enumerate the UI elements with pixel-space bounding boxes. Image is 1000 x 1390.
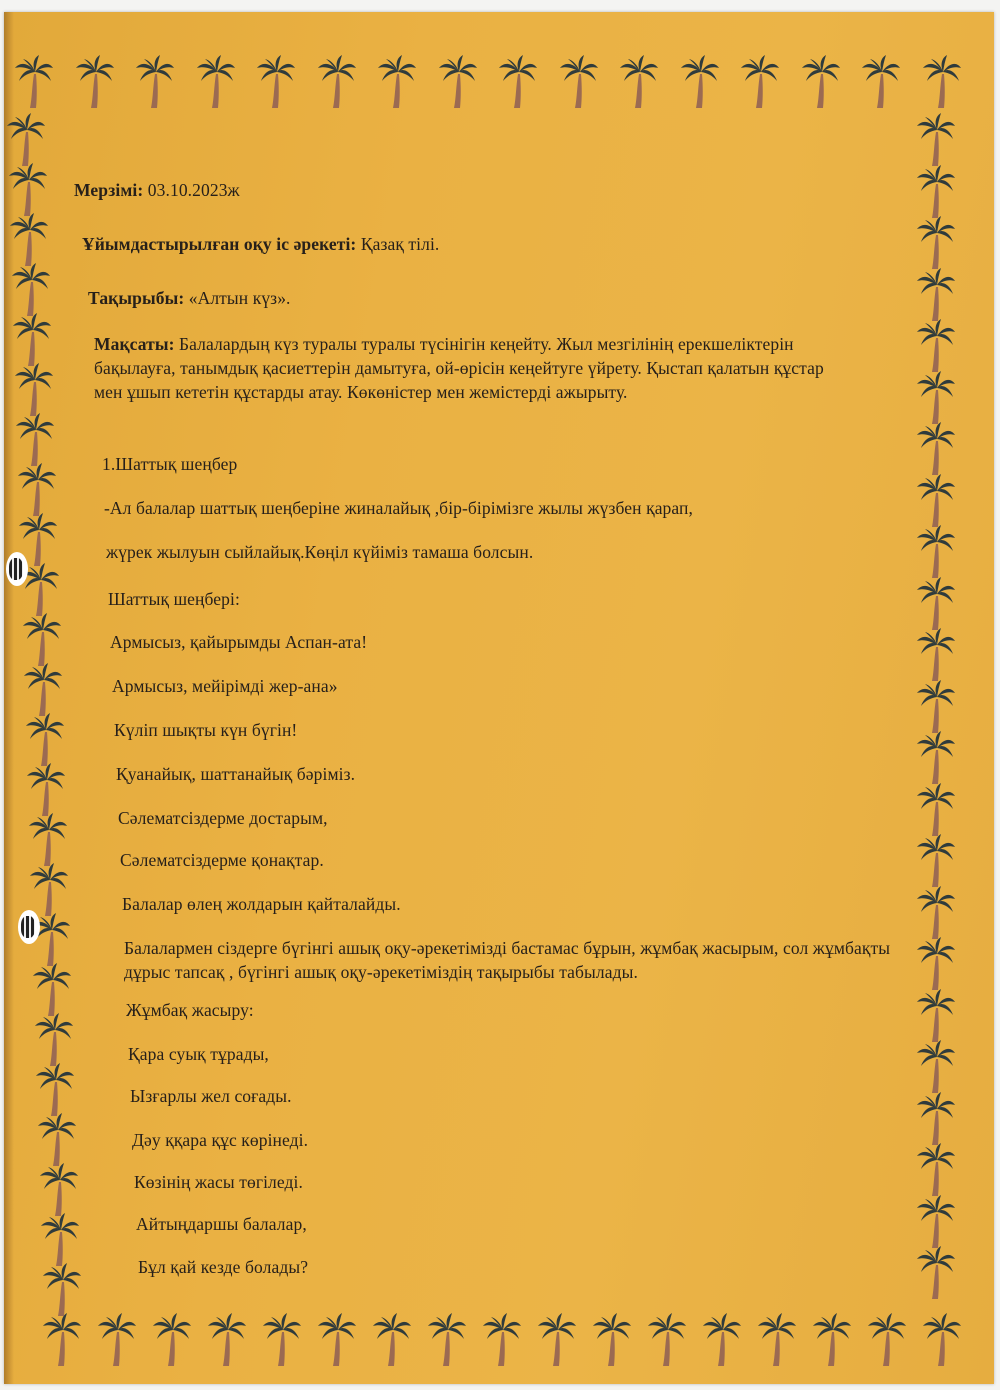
- palm-tree-icon: [801, 54, 841, 110]
- activity-label: Ұйымдастырылған оқу іс әрекеті:: [82, 234, 357, 254]
- palm-tree-icon: [916, 833, 956, 889]
- palm-tree-icon: [916, 267, 956, 323]
- palm-tree-icon: [498, 54, 538, 110]
- palm-tree-icon: [861, 54, 901, 110]
- palm-tree-icon: [42, 1312, 82, 1368]
- palm-tree-icon: [922, 1312, 962, 1368]
- palm-tree-icon: [916, 679, 956, 735]
- activity-line: [82, 234, 439, 255]
- palm-tree-icon: [482, 1312, 522, 1368]
- palm-tree-icon: [25, 712, 65, 768]
- palm-tree-icon: [757, 1312, 797, 1368]
- palm-tree-icon: [812, 1312, 852, 1368]
- text-line: 1.Шаттық шеңбер: [102, 454, 238, 474]
- palm-tree-icon: [740, 54, 780, 110]
- palm-tree-icon: [372, 1312, 412, 1368]
- palm-tree-icon: [28, 812, 68, 868]
- palm-tree-icon: [22, 612, 62, 668]
- activity-value: Қазақ тілі.: [360, 234, 440, 254]
- palm-tree-icon: [427, 1312, 467, 1368]
- palm-tree-icon: [377, 54, 417, 110]
- topic-value: «Алтын күз».: [188, 288, 291, 308]
- palm-tree-icon: [916, 1039, 956, 1095]
- palm-tree-icon: [867, 1312, 907, 1368]
- riddle-line: Қара суық тұрады,: [128, 1044, 269, 1064]
- punch-hole: [6, 552, 28, 586]
- text-line: -Ал балалар шаттық шеңберіне жиналайық ,бір-бірімізге жылы жүзбен қарап,: [104, 498, 693, 518]
- palm-tree-icon: [916, 936, 956, 992]
- palm-tree-icon: [916, 988, 956, 1044]
- palm-tree-icon: [23, 662, 63, 718]
- goal-paragraph: [94, 332, 854, 404]
- date-line: [74, 180, 240, 201]
- palm-tree-icon: [916, 318, 956, 374]
- palm-tree-icon: [916, 730, 956, 786]
- palm-tree-icon: [97, 1312, 137, 1368]
- palm-tree-icon: [916, 524, 956, 580]
- palm-tree-icon: [680, 54, 720, 110]
- palm-tree-icon: [39, 1162, 79, 1218]
- poem-line: Сәлематсіздерме достарым,: [118, 808, 328, 828]
- text-line: Балалар өлең жолдарын қайталайды.: [122, 894, 401, 914]
- palm-tree-icon: [29, 862, 69, 918]
- palm-tree-icon: [14, 54, 54, 110]
- palm-tree-icon: [619, 54, 659, 110]
- topic-line: [88, 288, 291, 309]
- palm-tree-icon: [922, 54, 962, 110]
- palm-tree-icon: [42, 1262, 82, 1318]
- palm-tree-icon: [916, 627, 956, 683]
- palm-tree-icon: [11, 262, 51, 318]
- palm-tree-icon: [559, 54, 599, 110]
- palm-tree-icon: [17, 462, 57, 518]
- riddle-line: Айтыңдаршы балалар,: [136, 1214, 307, 1234]
- palm-tree-icon: [916, 112, 956, 168]
- palm-tree-icon: [916, 885, 956, 941]
- palm-tree-icon: [12, 312, 52, 368]
- palm-tree-icon: [35, 1062, 75, 1118]
- palm-tree-icon: [317, 1312, 357, 1368]
- text-line: жүрек жылуын сыйлайық.Көңіл күйіміз тамаша болсын.: [106, 542, 534, 562]
- palm-tree-icon: [916, 1194, 956, 1250]
- palm-tree-icon: [207, 1312, 247, 1368]
- palm-tree-icon: [262, 1312, 302, 1368]
- palm-tree-icon: [647, 1312, 687, 1368]
- palm-tree-icon: [14, 362, 54, 418]
- palm-tree-icon: [916, 782, 956, 838]
- palm-tree-icon: [15, 412, 55, 468]
- poem-line: Армысыз, қайырымды Аспан-ата!: [110, 632, 368, 652]
- palm-tree-icon: [916, 164, 956, 220]
- palm-tree-icon: [916, 576, 956, 632]
- paper-sheet: [4, 12, 994, 1384]
- date-label: Мерзімі:: [74, 180, 144, 200]
- topic-label: Тақырыбы:: [88, 288, 185, 308]
- palm-tree-icon: [916, 370, 956, 426]
- palm-tree-icon: [135, 54, 175, 110]
- riddle-line: Бұл қай кезде болады?: [138, 1257, 309, 1277]
- text-line: Жұмбақ жасыру:: [126, 1000, 254, 1020]
- goal-label: Мақсаты:: [94, 334, 175, 354]
- riddle-line: Ызғарлы жел соғады.: [130, 1086, 292, 1106]
- palm-tree-icon: [26, 762, 66, 818]
- goal-value: Балалардың күз туралы туралы түсінігін кеңейту. Жыл мезгілінің ерекшеліктерін бақылауға, танымдық қасиеттерін дамытуға, ой-өрісін кеңейтуге үйрету. Қыстап қалатын құстар мен ұшып кететін құстарды атау. Көкөністер мен жемістерді ажырыту.: [94, 334, 824, 402]
- palm-tree-icon: [37, 1112, 77, 1168]
- poem-line: Қуанайық, шаттанайық бәріміз.: [116, 764, 356, 784]
- riddle-intro-paragraph: Балалармен сіздерге бүгінгі ашық оқу-әрекетімізді бастамас бұрын, жұмбақ жасырым, сол жұмбақты дұрыс тапсақ , бүгінгі ашық оқу-әрекетіміздің тақырыбы табылады.: [124, 938, 891, 982]
- palm-tree-icon: [916, 1245, 956, 1301]
- palm-tree-icon: [9, 212, 49, 268]
- poem-line: Армысыз, мейірімді жер-ана»: [112, 676, 338, 696]
- palm-tree-icon: [8, 162, 48, 218]
- palm-tree-icon: [34, 1012, 74, 1068]
- palm-tree-icon: [40, 1212, 80, 1268]
- riddle-line: Көзінің жасы төгіледі.: [134, 1172, 303, 1192]
- palm-tree-icon: [916, 215, 956, 271]
- palm-tree-icon: [916, 1091, 956, 1147]
- palm-tree-icon: [196, 54, 236, 110]
- riddle-line: Дәу ққара құс көрінеді.: [132, 1130, 309, 1150]
- palm-tree-icon: [537, 1312, 577, 1368]
- palm-tree-icon: [256, 54, 296, 110]
- palm-tree-icon: [438, 54, 478, 110]
- palm-tree-icon: [916, 1142, 956, 1198]
- palm-tree-icon: [916, 473, 956, 529]
- palm-tree-icon: [317, 54, 357, 110]
- palm-tree-icon: [75, 54, 115, 110]
- palm-tree-icon: [592, 1312, 632, 1368]
- palm-tree-icon: [152, 1312, 192, 1368]
- palm-tree-icon: [702, 1312, 742, 1368]
- punch-hole: [18, 910, 40, 944]
- palm-tree-icon: [916, 421, 956, 477]
- poem-line: Сәлематсіздерме қонақтар.: [120, 850, 324, 870]
- palm-tree-icon: [6, 112, 46, 168]
- palm-tree-icon: [32, 962, 72, 1018]
- poem-line: Күліп шықты күн бүгін!: [114, 720, 298, 740]
- text-line: Шаттық шеңбері:: [108, 589, 240, 609]
- date-value: 03.10.2023ж: [147, 180, 240, 200]
